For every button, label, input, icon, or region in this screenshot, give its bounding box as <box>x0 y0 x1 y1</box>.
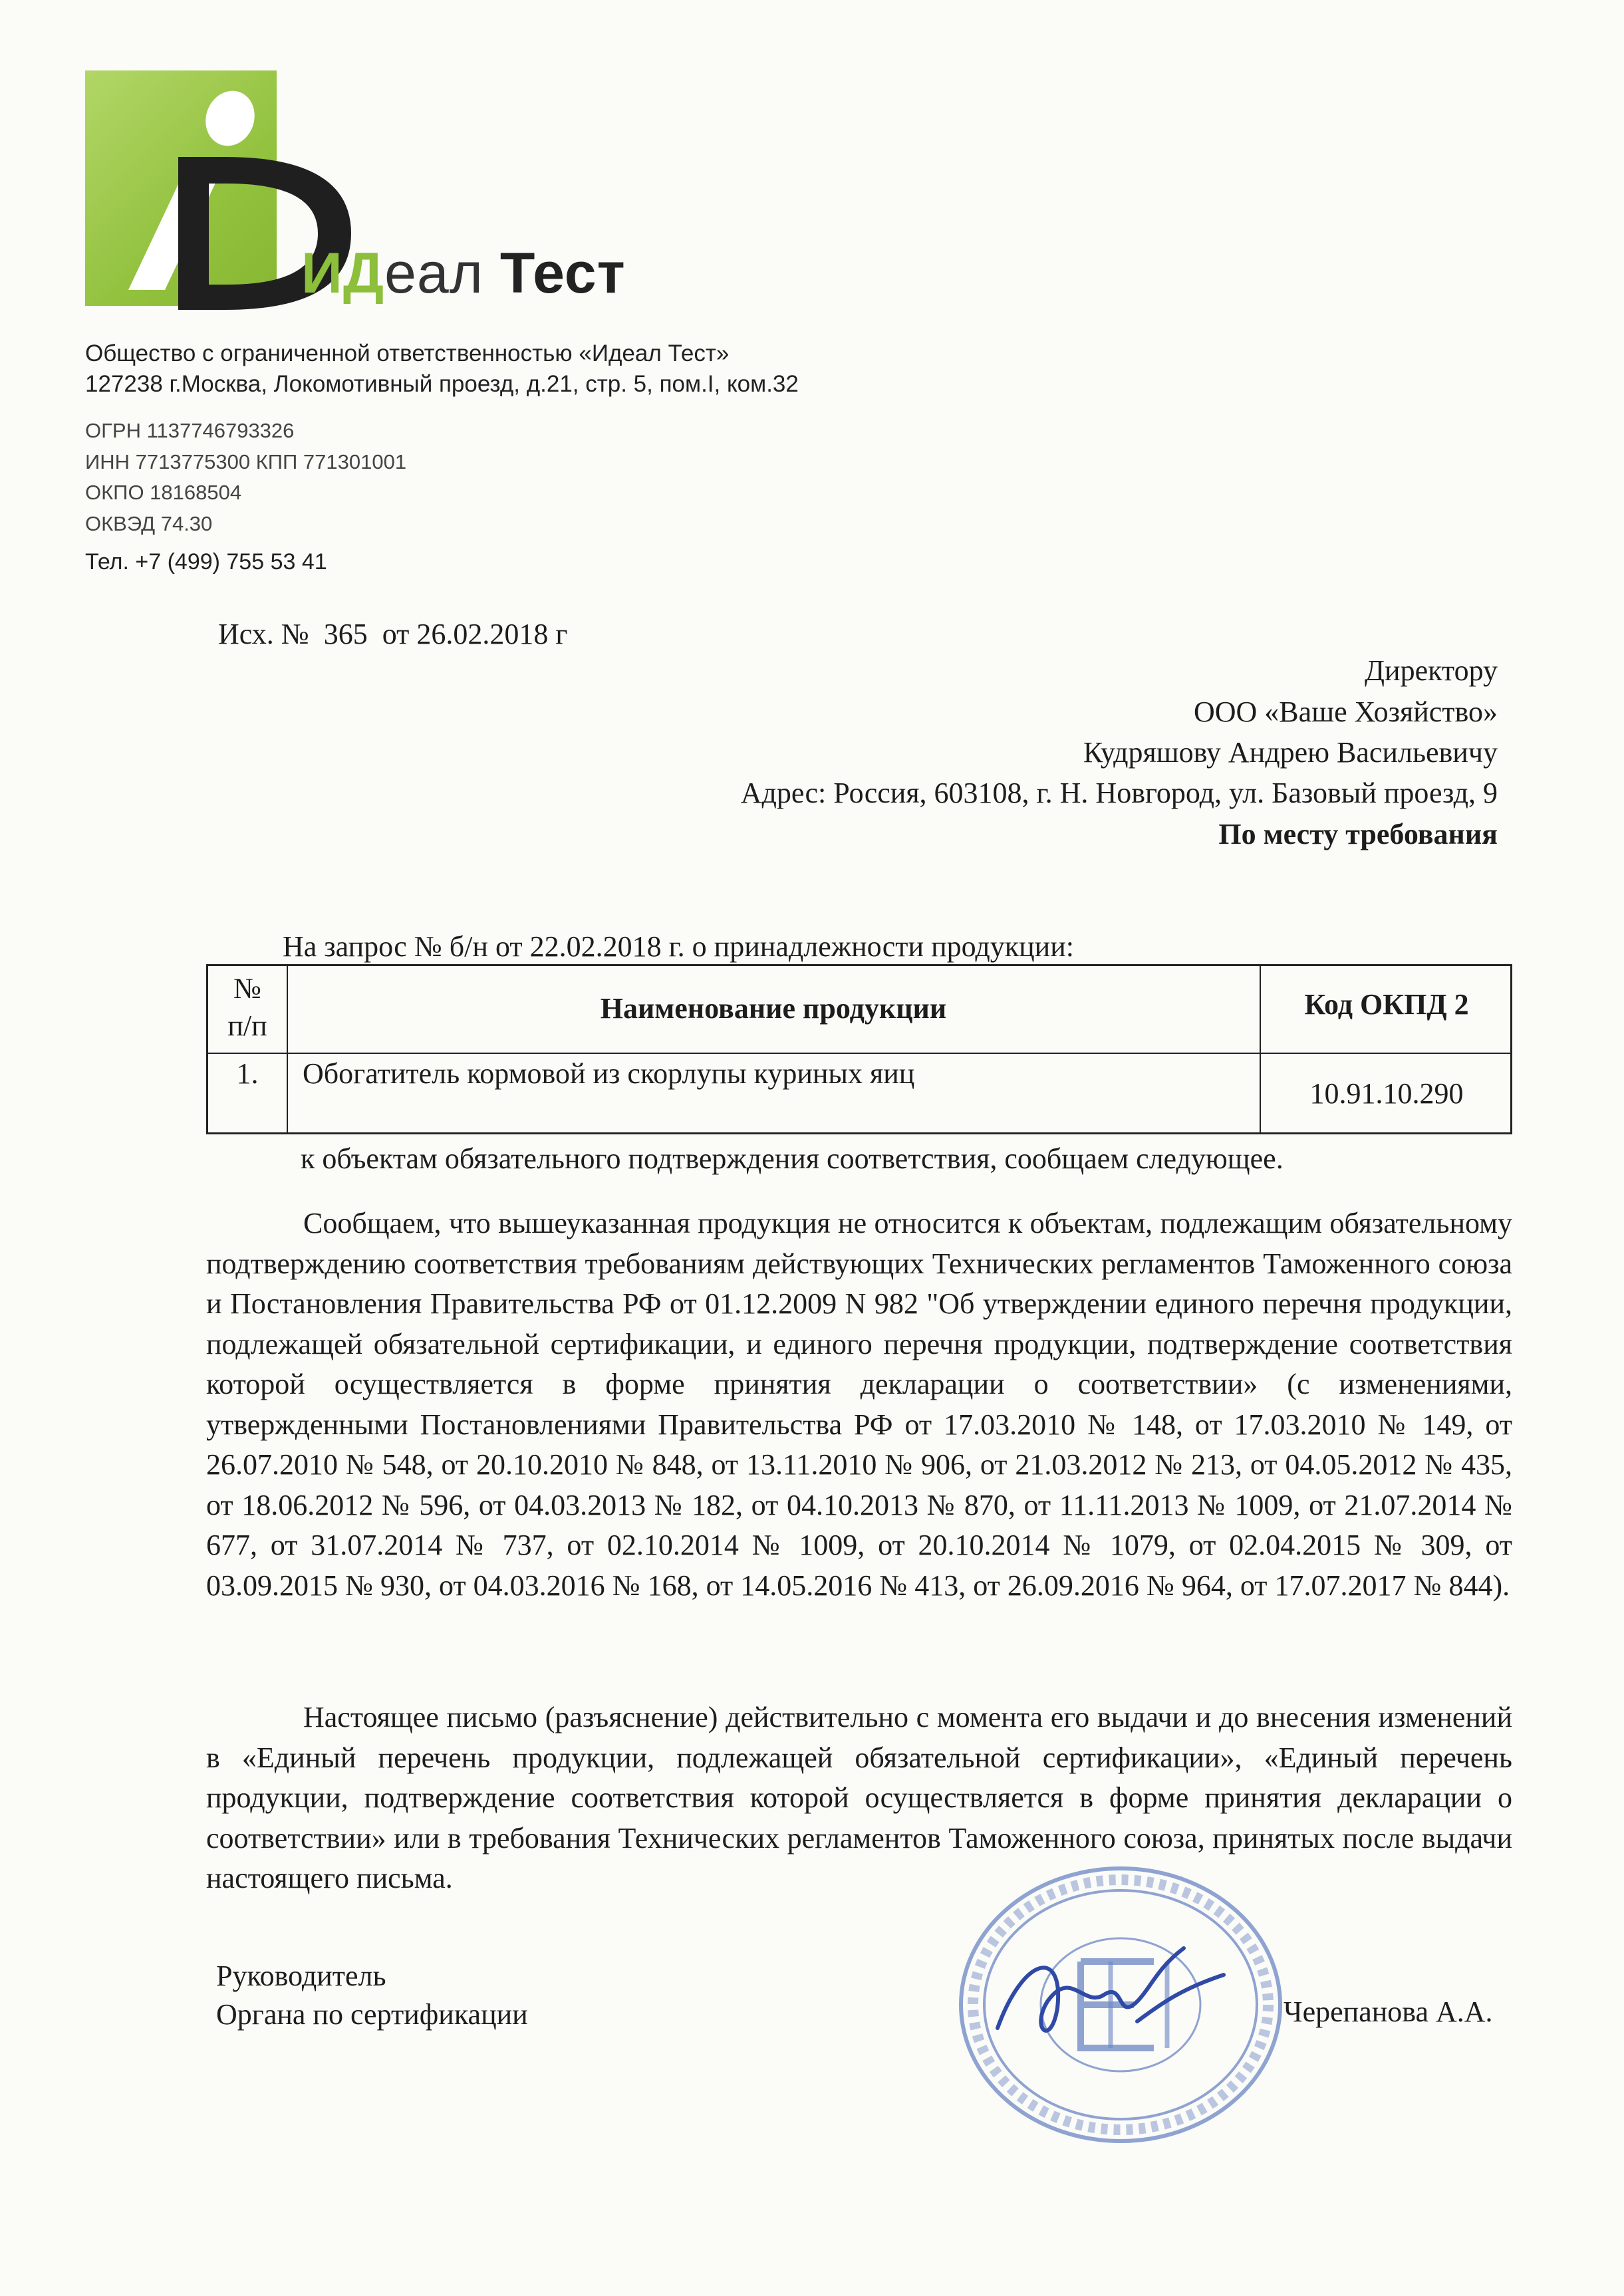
after-table-line: к объектам обязательного подтверждения соответствия, сообщаем следующее. <box>301 1142 1284 1175</box>
table-row-name: Обогатитель кормовой из скорлупы куриных яиц <box>303 1057 915 1090</box>
company-ogrn: ОГРН 1137746793326 <box>85 419 295 442</box>
logo-wordmark-part2: Тест <box>499 241 626 305</box>
recipient-place: По месту требования <box>1218 818 1498 850</box>
paragraph-2: Настоящее письмо (разъяснение) действительно с момента его выдачи и до внесения изменений в «Единый перечень продукции, подлежащей обязательной сертификации», «Единый перечень продукции, подтверждение соответствия которой осуществляется в форме принятия декларации о соответствии» или в требования Технических регламентов Таможенного союза, принятых после выдачи настоящего письма. <box>206 1701 1512 1894</box>
table-header-code: Код ОКПД 2 <box>1304 988 1469 1021</box>
handwritten-signature-icon <box>984 1928 1237 2061</box>
request-line: На запрос № б/н от 22.02.2018 г. о принадлежности продукции: <box>283 930 1074 963</box>
company-inn-kpp: ИНН 7713775300 КПП 771301001 <box>85 450 407 473</box>
table-row-code: 10.91.10.290 <box>1309 1077 1464 1110</box>
company-okpo: ОКПО 18168504 <box>85 481 242 504</box>
outgoing-reference: Исх. № 365 от 26.02.2018 г <box>218 618 568 650</box>
recipient-organization: ООО «Ваше Хозяйство» <box>1193 696 1498 728</box>
recipient-position: Директору <box>1365 654 1498 687</box>
product-table <box>206 964 1512 1134</box>
logo-wordmark-part1: еал <box>384 241 500 305</box>
company-logo <box>85 70 637 323</box>
paragraph-1: Сообщаем, что вышеуказанная продукция не относится к объектам, подлежащим обязательному подтверждению соответствия требованиям действующих Технических регламентов Таможенного союза и Постановления Правительства РФ от 01.12.2009 N 982 "Об утверждении единого перечня продукции, подлежащей обязательной сертификации, и единого перечня продукции, подтверждение соответствия которой осуществляется в форме принятия декларации о соответствии» (с изменениями, утвержденными Постановлениями Правительства РФ от 17.03.2010 № 148, от 17.03.2010 № 149, от 26.07.2010 № 548, от 20.10.2010 № 848, от 13.11.2010 № 906, от 21.03.2012 № 213, от 04.05.2012 № 435, от 18.06.2012 № 596, от 04.03.2013 № 182, от 04.10.2013 № 870, от 11.11.2013 № 1009, от 21.07.2014 № 677, от 31.07.2014 № 737, от 02.10.2014 № 1009, от 20.10.2014 № 1079, от 02.04.2015 № 309, от 03.09.2015 № 930, от 04.03.2016 № 168, от 14.05.2016 № 413, от 26.09.2016 № 964, от 17.07.2017 № 844). <box>206 1207 1512 1602</box>
table-row-num: 1. <box>236 1057 259 1090</box>
table-header-name: Наименование продукции <box>600 992 947 1025</box>
company-address: 127238 г.Москва, Локомотивный проезд, д.21, стр. 5, пом.I, ком.32 <box>85 371 799 397</box>
logo-wordmark-green: ИД <box>301 241 385 305</box>
signer-role-line1: Руководитель <box>216 1960 386 1992</box>
recipient-address: Адрес: Россия, 603108, г. Н. Новгород, ул. Базовый проезд, 9 <box>740 777 1498 809</box>
recipient-person: Кудряшову Андрею Васильевичу <box>1083 736 1498 769</box>
table-header-num-line2: п/п <box>227 1009 267 1042</box>
company-phone: Тел. +7 (499) 755 53 41 <box>85 549 327 574</box>
signer-role-line2: Органа по сертификации <box>216 1998 528 2031</box>
company-okved: ОКВЭД 74.30 <box>85 512 213 535</box>
company-name: Общество с ограниченной ответственностью «Идеал Тест» <box>85 340 730 366</box>
logo-wordmark <box>301 241 626 307</box>
signer-name: Черепанова А.А. <box>1284 1995 1493 2028</box>
table-header-num-line1: № <box>233 972 261 1005</box>
